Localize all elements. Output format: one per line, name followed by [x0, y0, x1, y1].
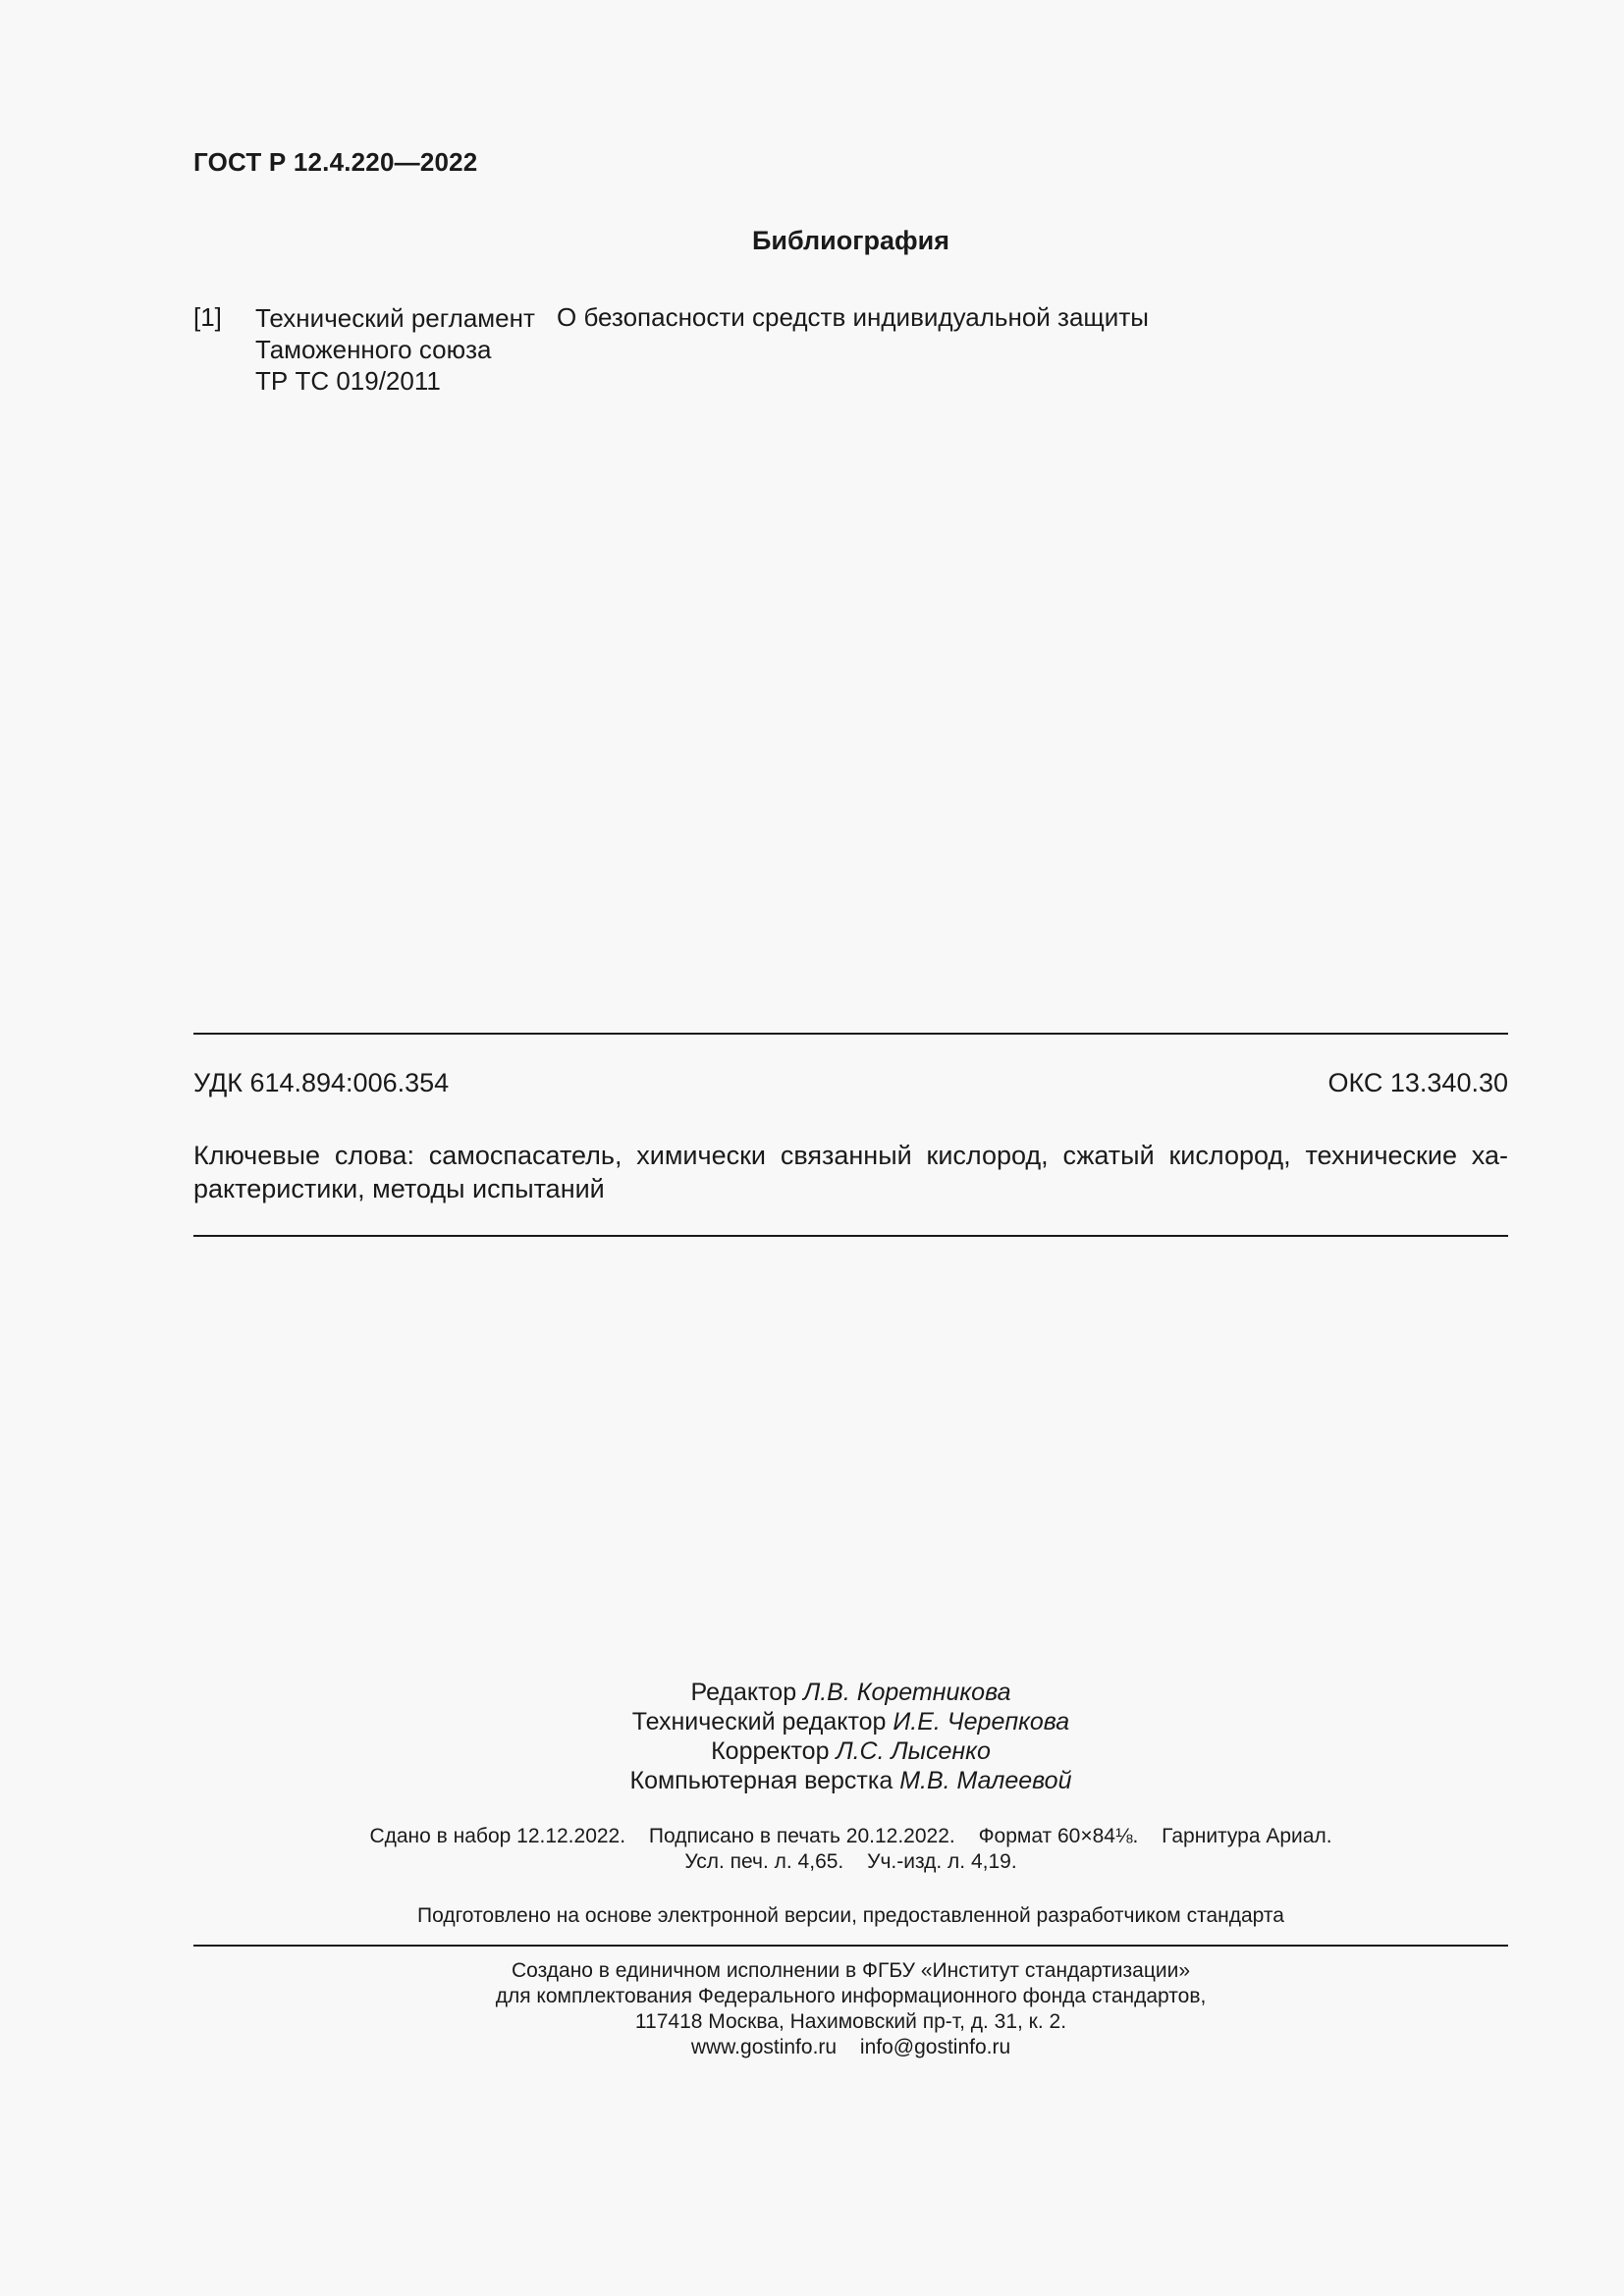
created-line: для комплектования Федерального информационного фонда стандартов, [495, 1985, 1207, 2007]
reference-source-line: ТР ТС 019/2011 [255, 366, 441, 396]
imprint-line [0, 1849, 1624, 1875]
reference-source-line: Таможенного союза [255, 335, 492, 364]
keywords-divider [193, 1235, 1508, 1237]
bottom-divider [193, 1945, 1508, 1947]
imprint-block [0, 1824, 1624, 1875]
created-line: Создано в единичном исполнении в ФГБУ «Институт стандартизации» [511, 1959, 1191, 1982]
email-link[interactable]: info@gostinfo.ru [859, 2036, 1011, 2058]
imprint-print-sheets: Усл. печ. л. 4,65. [684, 1850, 844, 1873]
credit-role: Компьютерная верстка [629, 1767, 900, 1794]
oks-code: ОКС 13.340.30 [1327, 1068, 1508, 1097]
credit-role: Технический редактор [631, 1708, 893, 1735]
prepared-note: Подготовлено на основе электронной версии, предоставленной разработчиком стандарта [417, 1904, 1284, 1927]
keywords-line: Ключевые слова: самоспасатель, химически связанный кислород, сжатый кислород, технические ха- [193, 1141, 1508, 1170]
imprint-line [0, 1824, 1624, 1849]
reference-source [255, 302, 535, 397]
credit-person: М.В. Малеевой [899, 1767, 1072, 1794]
credit-role: Корректор [711, 1737, 837, 1765]
bibliography-title: Библиография [752, 226, 949, 255]
imprint-typeface: Гарнитура Ариал. [1162, 1825, 1332, 1847]
credits-block [0, 1678, 1624, 1795]
keywords-paragraph [193, 1139, 1508, 1205]
top-divider [193, 1033, 1508, 1035]
imprint-format: Формат 60×84⅛. [978, 1825, 1139, 1847]
created-block [0, 1958, 1624, 2060]
credit-corrector [0, 1736, 1624, 1766]
credit-person: Л.С. Лысенко [836, 1737, 991, 1765]
created-line: 117418 Москва, Нахимовский пр-т, д. 31, к. 2. [634, 2010, 1067, 2033]
keywords-line: рактеристики, методы испытаний [193, 1174, 605, 1203]
credit-layout [0, 1766, 1624, 1795]
document-code: ГОСТ Р 12.4.220—2022 [193, 147, 478, 177]
imprint-signed: Подписано в печать 20.12.2022. [648, 1825, 955, 1847]
udk-code: УДК 614.894:006.354 [193, 1068, 450, 1097]
credit-tech-editor [0, 1707, 1624, 1736]
credit-person: И.Е. Черепкова [893, 1708, 1070, 1735]
reference-title: О безопасности средств индивидуальной защиты [557, 302, 1149, 332]
imprint-pub-sheets: Уч.-изд. л. 4,19. [867, 1850, 1017, 1873]
website-link[interactable]: www.gostinfo.ru [690, 2036, 838, 2058]
created-contacts [0, 2035, 1624, 2060]
imprint-typeset: Сдано в набор 12.12.2022. [369, 1825, 626, 1847]
reference-number: [1] [193, 302, 222, 332]
credit-person: Л.В. Коретникова [803, 1679, 1011, 1706]
reference-source-line: Технический регламент [255, 303, 535, 333]
credit-editor [0, 1678, 1624, 1707]
credit-role: Редактор [690, 1679, 804, 1706]
